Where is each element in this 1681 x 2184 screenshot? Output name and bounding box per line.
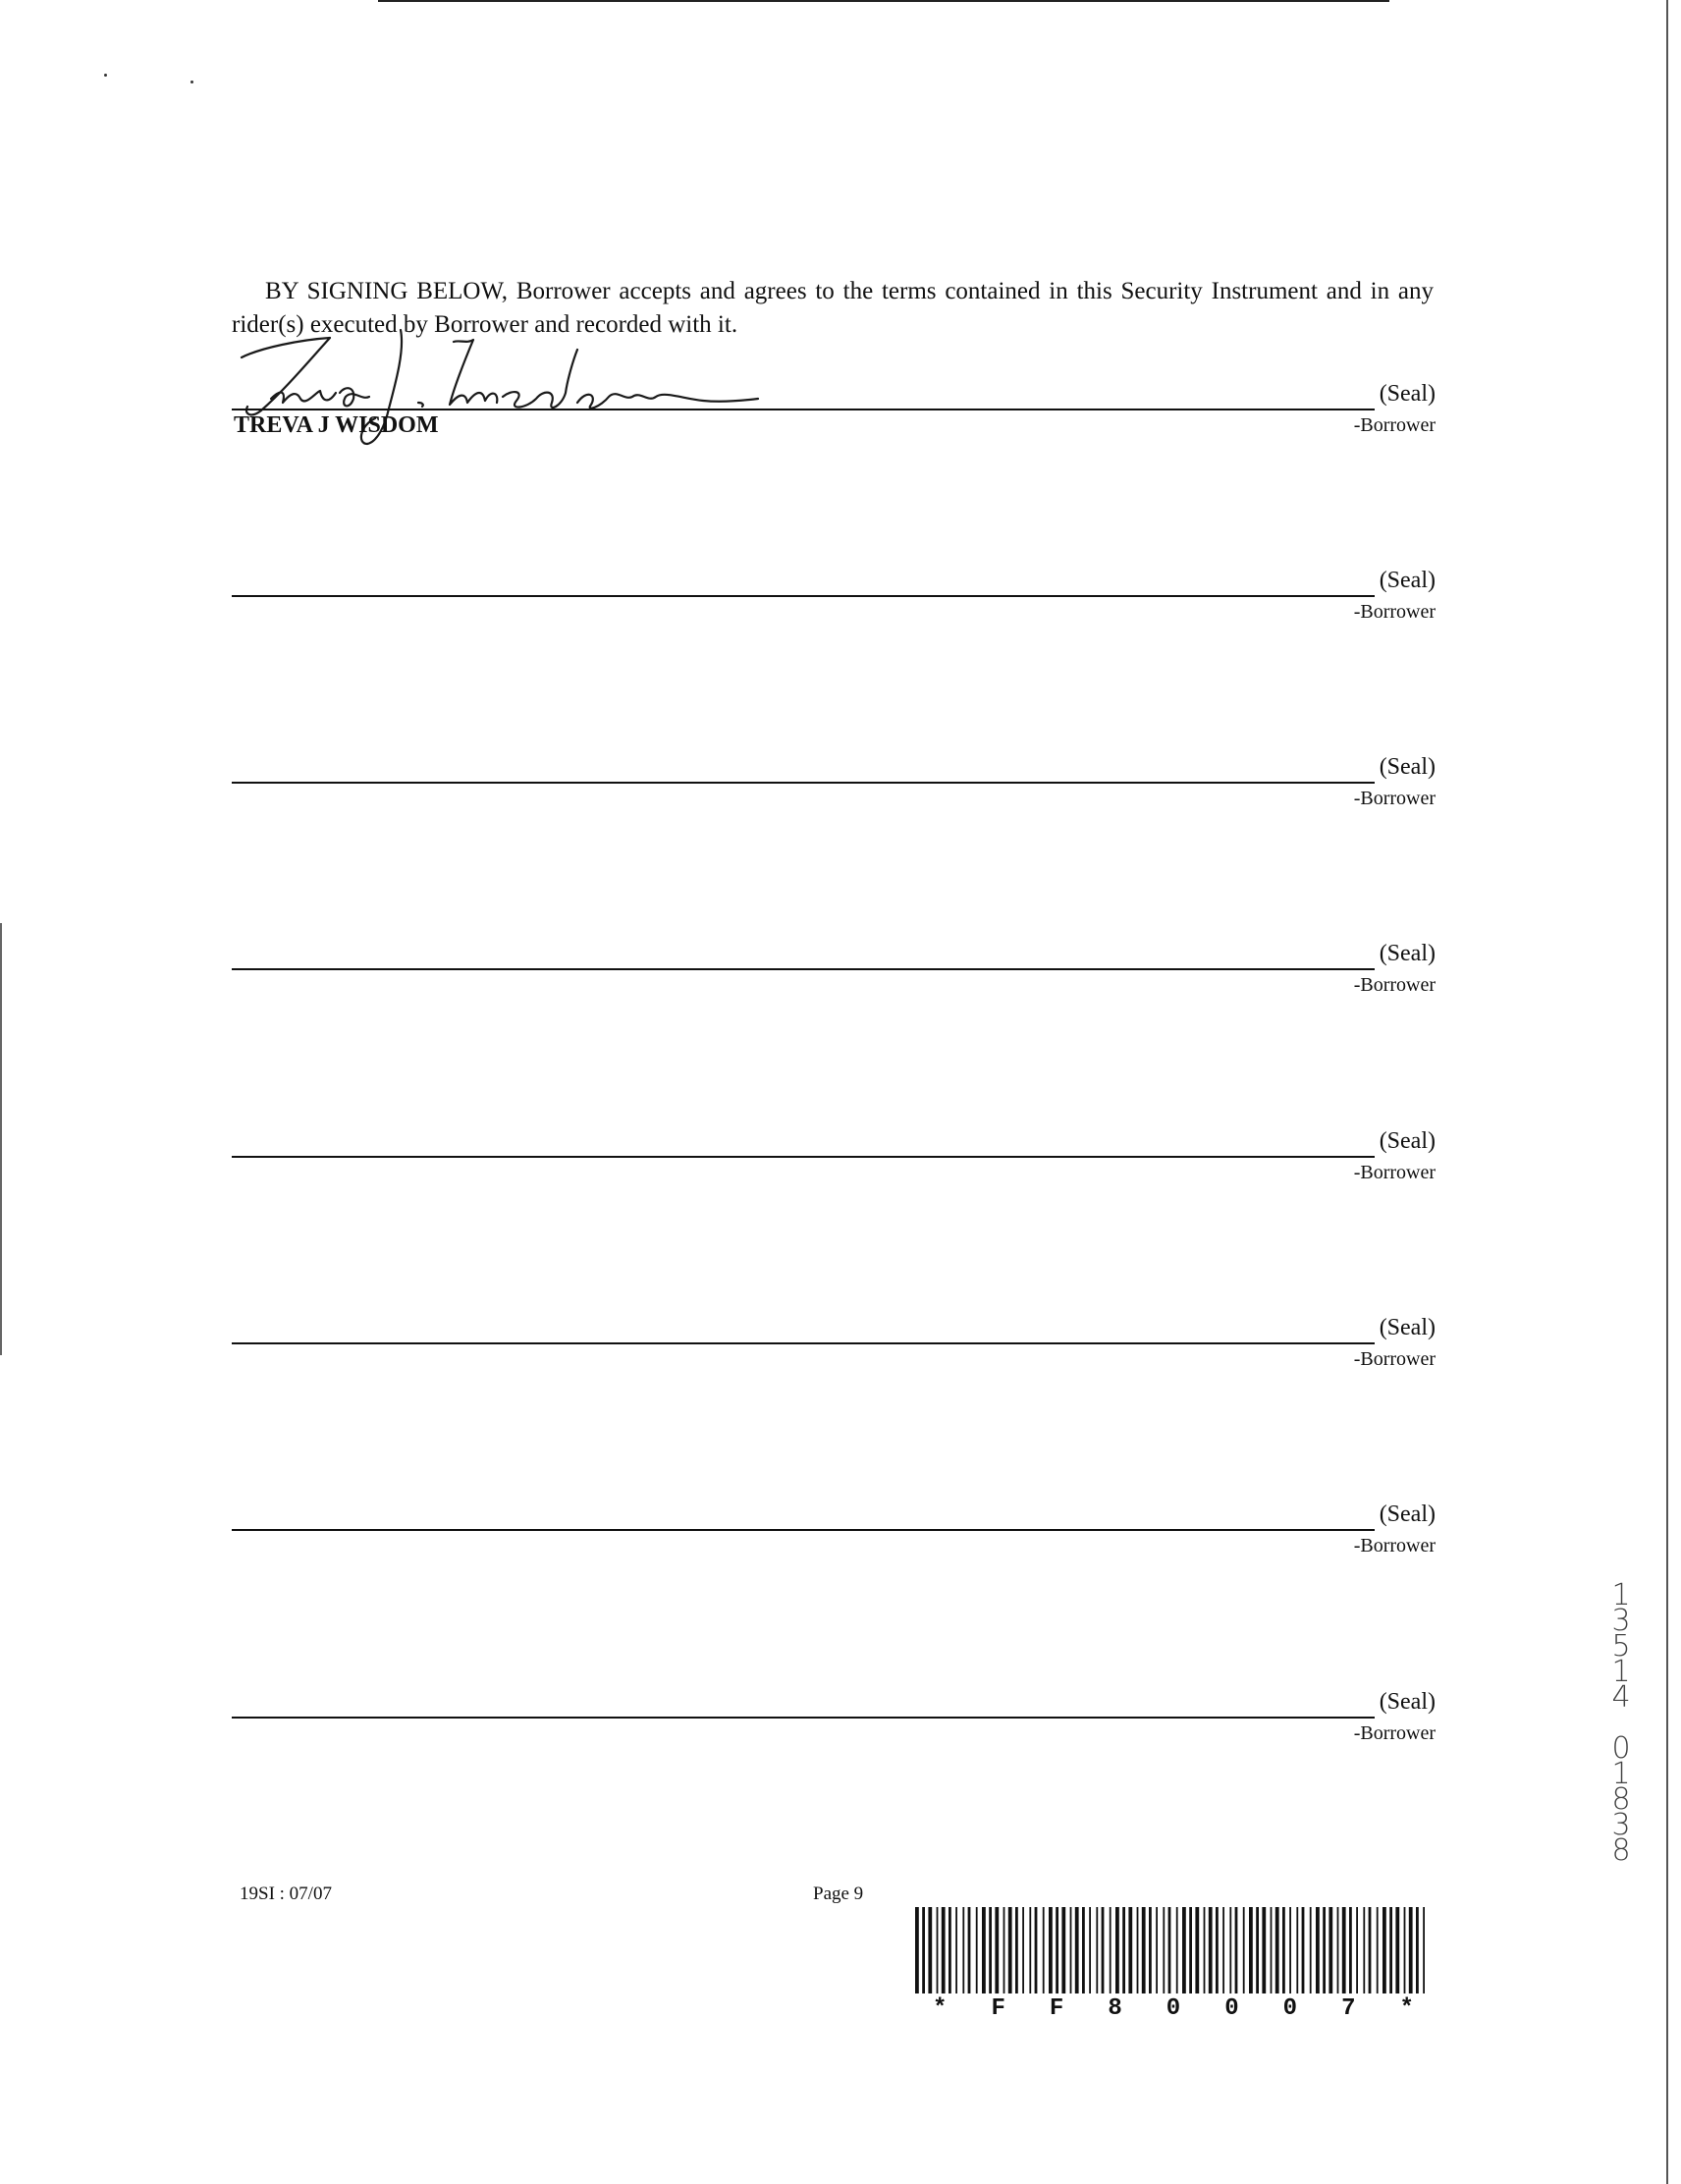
seal-label: (Seal)	[1379, 381, 1436, 407]
stamp-char: 3	[1611, 1604, 1631, 1638]
barcode-bars	[913, 1907, 1434, 1995]
barcode-bar	[1008, 1907, 1012, 1993]
barcode-bar	[915, 1907, 919, 1993]
barcode-bar	[1168, 1907, 1171, 1993]
stamp-char: 8	[1611, 1833, 1631, 1868]
barcode-bar	[1075, 1907, 1079, 1993]
barcode-bar	[1416, 1907, 1419, 1993]
recording-stamp-number	[1606, 1578, 1636, 1868]
barcode-bar	[949, 1907, 951, 1993]
barcode-bar	[968, 1907, 971, 1993]
signature-block	[232, 381, 1436, 440]
barcode-bar	[1423, 1907, 1425, 1993]
barcode-bar	[1182, 1907, 1186, 1993]
barcode-bar	[1342, 1907, 1346, 1993]
barcode-bar	[1035, 1907, 1038, 1993]
barcode-bar	[1395, 1907, 1399, 1993]
signature-line	[232, 782, 1375, 784]
signature-block	[232, 1315, 1436, 1374]
barcode-bar	[1302, 1907, 1305, 1993]
barcode-bar	[1003, 1907, 1005, 1993]
barcode-bar	[1176, 1907, 1178, 1993]
borrower-label: -Borrower	[1353, 601, 1436, 623]
barcode-bar	[989, 1907, 992, 1993]
borrower-label: -Borrower	[1353, 1722, 1436, 1744]
barcode-bar	[1363, 1907, 1365, 1993]
form-code: 19SI : 07/07	[240, 1884, 332, 1904]
signature-block	[232, 568, 1436, 627]
stamp-char: 1	[1611, 1578, 1631, 1612]
borrower-label: -Borrower	[1353, 788, 1436, 809]
barcode-bar	[1122, 1907, 1125, 1993]
barcode-bar	[1029, 1907, 1031, 1993]
signature-line	[232, 968, 1375, 970]
barcode-bar	[1142, 1907, 1146, 1993]
barcode-bar	[1156, 1907, 1158, 1993]
seal-label: (Seal)	[1379, 1128, 1436, 1154]
barcode-bar	[1243, 1907, 1245, 1993]
barcode-bar	[1115, 1907, 1119, 1993]
barcode-bar	[1262, 1907, 1266, 1993]
stamp-char: 8	[1611, 1782, 1631, 1817]
borrower-label: -Borrower	[1353, 414, 1436, 436]
barcode-bar	[1222, 1907, 1224, 1993]
barcode-bar	[1022, 1907, 1024, 1993]
barcode-bar	[1271, 1907, 1273, 1993]
barcode-char: 0	[1166, 1995, 1181, 2022]
top-border-rule	[378, 0, 1389, 2]
barcode-bar	[1061, 1907, 1065, 1993]
barcode-bar	[1043, 1907, 1045, 1993]
stamp-char: 1	[1611, 1655, 1631, 1689]
barcode-bar	[1110, 1907, 1112, 1993]
signature-block	[232, 754, 1436, 813]
barcode-bar	[922, 1907, 925, 1993]
signature-line	[232, 409, 1375, 410]
barcode-bar	[1216, 1907, 1219, 1993]
signer-name: TREVA J WISDOM	[234, 412, 439, 438]
barcode-bar	[1310, 1907, 1312, 1993]
seal-label: (Seal)	[1379, 568, 1436, 593]
barcode-bar	[942, 1907, 946, 1993]
barcode-bar	[1369, 1907, 1372, 1993]
barcode-bar	[1229, 1907, 1231, 1993]
signature-line	[232, 1342, 1375, 1344]
signature-block	[232, 1689, 1436, 1748]
scan-speck	[104, 74, 107, 77]
barcode-bar	[1049, 1907, 1053, 1993]
barcode-char: *	[1399, 1995, 1414, 2022]
barcode-bar	[1409, 1907, 1413, 1993]
page-right-edge	[1666, 0, 1668, 2184]
barcode-bar	[1089, 1907, 1091, 1993]
barcode-char: F	[991, 1995, 1005, 2022]
signature-line	[232, 1529, 1375, 1531]
signature-line	[232, 1156, 1375, 1158]
barcode-bar	[1349, 1907, 1352, 1993]
barcode-bar	[1149, 1907, 1152, 1993]
stamp-char: 0	[1611, 1731, 1631, 1766]
barcode-bar	[1337, 1907, 1339, 1993]
barcode-bar	[1163, 1907, 1165, 1993]
barcode-text	[933, 1995, 1414, 2022]
barcode-bar	[1195, 1907, 1199, 1993]
barcode-char: 8	[1108, 1995, 1122, 2022]
barcode-bar	[1296, 1907, 1298, 1993]
barcode-bar	[1096, 1907, 1098, 1993]
barcode-bar	[1137, 1907, 1139, 1993]
barcode-bar	[937, 1907, 939, 1993]
borrower-label: -Borrower	[1353, 1162, 1436, 1183]
barcode-bar	[1015, 1907, 1018, 1993]
barcode-bar	[1082, 1907, 1085, 1993]
barcode-bar	[1275, 1907, 1279, 1993]
barcode-char: *	[933, 1995, 948, 2022]
intro-paragraph: BY SIGNING BELOW, Borrower accepts and agrees to the terms contained in this Security Instrument and in any rider(s) executed by Borrower and recorded with it.	[232, 278, 1434, 338]
barcode-bar	[1102, 1907, 1105, 1993]
seal-label: (Seal)	[1379, 754, 1436, 780]
signature-block	[232, 1502, 1436, 1560]
borrower-label: -Borrower	[1353, 1535, 1436, 1556]
barcode-bar	[1128, 1907, 1132, 1993]
stamp-char: 4	[1611, 1680, 1631, 1715]
barcode-bar	[1316, 1907, 1320, 1993]
stamp-char: 5	[1611, 1629, 1631, 1664]
borrower-label: -Borrower	[1353, 1348, 1436, 1370]
barcode-bar	[976, 1907, 978, 1993]
barcode-bar	[1209, 1907, 1213, 1993]
seal-label: (Seal)	[1379, 1502, 1436, 1527]
barcode-bar	[1204, 1907, 1206, 1993]
barcode-bar	[995, 1907, 999, 1993]
page-left-edge-mark	[0, 923, 2, 1355]
signature-line	[232, 1717, 1375, 1719]
barcode-bar	[1356, 1907, 1358, 1993]
barcode-bar	[1056, 1907, 1058, 1993]
barcode-bar	[962, 1907, 964, 1993]
barcode-bar	[1235, 1907, 1238, 1993]
page-number: Page 9	[813, 1884, 864, 1904]
signature-block	[232, 1128, 1436, 1187]
barcode-bar	[1329, 1907, 1332, 1993]
seal-label: (Seal)	[1379, 1689, 1436, 1715]
barcode-char: F	[1049, 1995, 1064, 2022]
barcode-bar	[1256, 1907, 1259, 1993]
barcode-char: 0	[1224, 1995, 1239, 2022]
barcode-bar	[955, 1907, 957, 1993]
seal-label: (Seal)	[1379, 1315, 1436, 1340]
barcode-char: 7	[1341, 1995, 1356, 2022]
barcode-bar	[1249, 1907, 1253, 1993]
barcode-bar	[1070, 1907, 1072, 1993]
barcode-bar	[982, 1907, 986, 1993]
signature-line	[232, 595, 1375, 597]
barcode-bar	[1404, 1907, 1406, 1993]
barcode-bar	[1377, 1907, 1379, 1993]
barcode-bar	[1389, 1907, 1392, 1993]
borrower-label: -Borrower	[1353, 974, 1436, 996]
barcode-bar	[1323, 1907, 1326, 1993]
barcode-bar	[928, 1907, 932, 1993]
barcode-char: 0	[1282, 1995, 1298, 2022]
scan-speck	[190, 81, 193, 83]
barcode-bar	[1189, 1907, 1192, 1993]
stamp-char: 1	[1611, 1757, 1631, 1791]
signature-block	[232, 941, 1436, 1000]
barcode-bar	[1383, 1907, 1386, 1993]
barcode-bar	[1282, 1907, 1285, 1993]
stamp-char: 3	[1611, 1808, 1631, 1842]
barcode-bar	[1289, 1907, 1291, 1993]
seal-label: (Seal)	[1379, 941, 1436, 966]
